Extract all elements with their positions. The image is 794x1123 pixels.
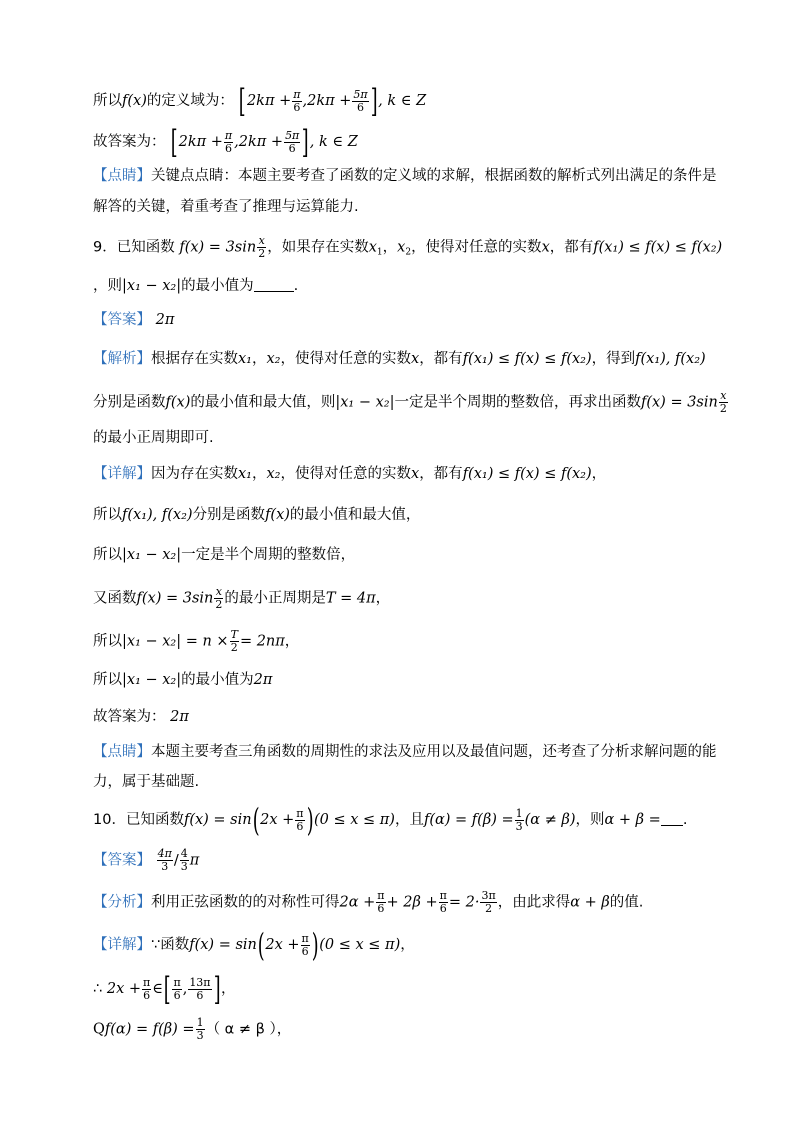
denominator: 6 bbox=[296, 819, 304, 833]
left-paren: ( bbox=[252, 801, 260, 839]
text: ， bbox=[284, 633, 300, 650]
math: f(x₁) ≤ f(x) ≤ f(x₂) bbox=[462, 351, 592, 367]
text: 的最小值和最大值， bbox=[289, 507, 421, 523]
fraction bbox=[480, 890, 496, 915]
numerator: 1 bbox=[196, 1016, 204, 1029]
denominator: 3 bbox=[515, 819, 523, 833]
math: f(x) = 3sin bbox=[136, 590, 214, 607]
text: ， bbox=[375, 590, 391, 607]
denominator: 2 bbox=[719, 402, 727, 415]
math: x₁ bbox=[238, 466, 252, 482]
math: ∈ bbox=[152, 981, 163, 997]
detail-9 bbox=[93, 464, 606, 484]
text: 关键点点睛：本题主要考查了函数的定义域的求解，根据函数的解析式列出满足的条件是 bbox=[151, 168, 717, 184]
fraction bbox=[157, 848, 173, 873]
fraction bbox=[515, 808, 524, 833]
left-bracket: [ bbox=[239, 82, 247, 120]
denominator: 3 bbox=[161, 860, 169, 873]
text: 的最小正周期即可. bbox=[93, 430, 214, 446]
math: x bbox=[397, 239, 406, 256]
left-bracket: [ bbox=[170, 123, 178, 161]
text: 解答的关键，着重考查了推理与运算能力. bbox=[93, 199, 359, 215]
fraction bbox=[214, 586, 223, 611]
fraction bbox=[352, 89, 368, 114]
denominator: 6 bbox=[377, 902, 385, 915]
math: 2α + bbox=[339, 894, 376, 911]
denominator: 2 bbox=[215, 598, 223, 611]
numerator: T bbox=[230, 628, 238, 641]
left-bracket: [ bbox=[163, 970, 171, 1008]
detail-9-l4 bbox=[93, 586, 390, 611]
text: 所以 bbox=[93, 672, 122, 688]
text: ， bbox=[400, 937, 415, 953]
detail-9-l6 bbox=[93, 670, 272, 690]
text: 故答案为： bbox=[93, 134, 166, 150]
right-bracket: ] bbox=[213, 970, 221, 1008]
subscript: 1 bbox=[376, 247, 383, 258]
denominator: 6 bbox=[301, 944, 309, 958]
numerator: π bbox=[143, 975, 151, 989]
answer-blank bbox=[254, 277, 294, 292]
text: ， bbox=[252, 351, 267, 367]
text: ， bbox=[221, 981, 236, 997]
text: 分别是函数 bbox=[93, 394, 166, 411]
text: 又函数 bbox=[93, 590, 137, 607]
math: + 2β + bbox=[386, 894, 438, 911]
right-paren: ) bbox=[306, 801, 314, 839]
denominator: 6 bbox=[288, 141, 296, 155]
detail-9-l5 bbox=[93, 629, 299, 654]
math: ,2kπ + bbox=[234, 134, 284, 150]
math: 2x + bbox=[106, 981, 142, 997]
denominator: 6 bbox=[357, 100, 365, 114]
detail-10-l2 bbox=[93, 970, 236, 1008]
math: x₁ bbox=[238, 351, 252, 367]
text: 的最小正周期是 bbox=[224, 590, 326, 607]
math: x bbox=[368, 239, 377, 256]
fraction bbox=[292, 89, 301, 114]
text: ，都有 bbox=[419, 351, 463, 367]
numerator: x bbox=[258, 234, 265, 247]
numerator: 1 bbox=[515, 806, 523, 820]
fraction bbox=[257, 235, 266, 260]
math: = 2· bbox=[448, 894, 480, 911]
denominator: 6 bbox=[173, 988, 181, 1002]
math: f(x₁) ≤ f(x) ≤ f(x₂) bbox=[593, 239, 723, 256]
answer-line-8 bbox=[93, 123, 358, 161]
comment-9 bbox=[93, 742, 717, 762]
detail-tag: 【详解】 bbox=[93, 466, 151, 482]
math: f(x) = 3sin bbox=[179, 239, 257, 256]
text: 根据存在实数 bbox=[151, 351, 238, 367]
detail-10-l3 bbox=[93, 1017, 291, 1042]
analysis-tag: 【解析】 bbox=[93, 351, 151, 367]
denominator: 6 bbox=[143, 988, 151, 1002]
text: 利用正弦函数的的对称性可得 bbox=[151, 894, 340, 911]
math: , k ∈ Z bbox=[378, 93, 427, 109]
fraction bbox=[376, 890, 385, 915]
text: 故答案为： bbox=[93, 709, 166, 725]
numerator: 5π bbox=[285, 128, 300, 142]
math: f(x) = sin bbox=[183, 812, 252, 828]
numerator: π bbox=[293, 87, 301, 101]
text: 所以 bbox=[93, 507, 122, 523]
math: x₂ bbox=[266, 351, 281, 367]
analysis-9-cont bbox=[93, 390, 729, 415]
math: f(x) bbox=[265, 507, 290, 523]
analysis-9 bbox=[93, 349, 706, 369]
text: 的最小值为 bbox=[181, 672, 254, 688]
answer-blank bbox=[661, 811, 683, 826]
math: (α ≠ β) bbox=[524, 812, 576, 828]
numerator: 3π bbox=[481, 889, 496, 902]
denominator: 2 bbox=[485, 902, 493, 915]
text: ， bbox=[382, 239, 398, 256]
math: f(x) bbox=[165, 394, 191, 411]
fraction bbox=[172, 977, 181, 1002]
text: ∴ bbox=[93, 981, 103, 997]
text: ，使得对任意的实数 bbox=[280, 466, 411, 482]
text: ，如果存在实数 bbox=[267, 239, 369, 256]
denominator: 6 bbox=[196, 988, 204, 1002]
math: |x₁ − x₂| bbox=[122, 547, 182, 563]
comment-tag: 【点睛】 bbox=[93, 744, 151, 760]
text: ，都有 bbox=[419, 466, 463, 482]
math: f(x) = sin bbox=[189, 937, 257, 953]
math: f(x) = 3sin bbox=[640, 394, 718, 411]
comment-line bbox=[93, 166, 717, 186]
text: ，使得对任意的实数 bbox=[411, 239, 542, 256]
math: α + β bbox=[570, 894, 610, 911]
denominator: 3 bbox=[180, 860, 188, 873]
numerator: 4π bbox=[157, 847, 172, 860]
math: T = 4π bbox=[325, 590, 376, 607]
detail-10 bbox=[93, 926, 415, 964]
numerator: π bbox=[296, 806, 304, 820]
text: ，且 bbox=[394, 812, 424, 828]
text: 分别是函数 bbox=[192, 507, 266, 523]
fraction bbox=[196, 1017, 205, 1042]
analysis-10 bbox=[93, 890, 643, 915]
math: α + β = bbox=[604, 812, 661, 828]
text: 一定是半个周期的整数倍， bbox=[181, 547, 356, 563]
comment-tag: 【点睛】 bbox=[93, 168, 151, 184]
answer-9 bbox=[93, 310, 174, 330]
text: 所以 bbox=[93, 547, 122, 563]
numerator: π bbox=[301, 931, 309, 945]
text: 本题主要考查三角函数的周期性的求法及应用以及最值问题，还考查了分析求解问题的能 bbox=[151, 744, 717, 760]
fraction bbox=[188, 977, 211, 1002]
math: |x₁ − x₂| bbox=[122, 672, 182, 688]
fraction bbox=[224, 130, 233, 155]
text: ，则 bbox=[575, 812, 605, 828]
math: 2kπ + bbox=[178, 134, 223, 150]
right-bracket: ] bbox=[370, 82, 378, 120]
math: π bbox=[189, 852, 200, 869]
text: 的定义域为： bbox=[146, 93, 234, 109]
text: . bbox=[682, 812, 688, 828]
text: ， bbox=[591, 466, 607, 482]
problem-10 bbox=[93, 801, 688, 839]
answer-tag: 【答案】 bbox=[93, 312, 151, 328]
text: . bbox=[293, 278, 299, 294]
fraction bbox=[284, 130, 300, 155]
text: 所以 bbox=[93, 93, 122, 109]
text: 的值. bbox=[609, 894, 644, 911]
right-paren: ) bbox=[311, 926, 319, 964]
math: 2x + bbox=[260, 812, 295, 828]
detail-9-l7 bbox=[93, 707, 189, 727]
denominator: 6 bbox=[225, 141, 233, 155]
detail-tag: 【详解】 bbox=[93, 937, 151, 953]
text: ，由此求得 bbox=[497, 894, 571, 911]
problem-9-cont bbox=[93, 276, 298, 296]
left-paren: ( bbox=[257, 926, 265, 964]
denominator: 2 bbox=[258, 247, 266, 260]
fraction bbox=[439, 890, 448, 915]
text: （ α ≠ β ）， bbox=[205, 1021, 292, 1038]
text: ，使得对任意的实数 bbox=[280, 351, 411, 367]
text: 力，属于基础题. bbox=[93, 774, 200, 790]
text: ∵函数 bbox=[151, 937, 190, 953]
math: x bbox=[541, 239, 550, 256]
math: f(x₁), f(x₂) bbox=[635, 351, 706, 367]
numerator: 4 bbox=[180, 847, 188, 860]
fraction bbox=[301, 933, 310, 958]
text: 10．已知函数 bbox=[93, 812, 184, 828]
text: ，则 bbox=[93, 278, 122, 294]
math: f(x₁) ≤ f(x) ≤ f(x₂) bbox=[462, 466, 592, 482]
text: 的最小值和最大值，则 bbox=[190, 394, 336, 411]
math: 2π bbox=[253, 672, 273, 688]
analysis-tag: 【分析】 bbox=[93, 894, 151, 911]
comment-line-cont bbox=[93, 197, 359, 217]
comment-9-cont bbox=[93, 772, 199, 792]
math: 2x + bbox=[265, 937, 300, 953]
math-fx: f(x) bbox=[122, 93, 147, 109]
math: = 2nπ bbox=[239, 633, 285, 650]
math: (0 ≤ x ≤ π) bbox=[319, 937, 401, 953]
numerator: x bbox=[720, 389, 727, 402]
fraction bbox=[180, 848, 189, 873]
math: x bbox=[411, 466, 420, 482]
numerator: π bbox=[377, 889, 385, 902]
math: f(x₁), f(x₂) bbox=[122, 507, 193, 523]
math: |x₁ − x₂| bbox=[335, 394, 395, 411]
numerator: π bbox=[173, 975, 181, 989]
numerator: π bbox=[224, 128, 233, 142]
text: 因为存在实数 bbox=[151, 466, 238, 482]
denominator: 2 bbox=[230, 641, 238, 654]
text: ，都有 bbox=[549, 239, 594, 256]
text: 所以 bbox=[93, 633, 122, 650]
numerator: x bbox=[215, 585, 222, 598]
text: ，得到 bbox=[591, 351, 636, 367]
denominator: 6 bbox=[439, 902, 447, 915]
answer-tag: 【答案】 bbox=[93, 852, 151, 869]
numerator: 13π bbox=[189, 975, 211, 989]
math: 2kπ + bbox=[246, 93, 292, 109]
math: f(α) = f(β) = bbox=[423, 812, 514, 828]
domain-result-line bbox=[93, 82, 427, 120]
numerator: π bbox=[439, 889, 447, 902]
separator: / bbox=[173, 852, 179, 869]
math: |x₁ − x₂| = n × bbox=[122, 633, 229, 650]
numerator: 5π bbox=[353, 87, 368, 101]
detail-9-l2 bbox=[93, 505, 420, 525]
math: , k ∈ Z bbox=[309, 134, 358, 150]
text: 一定是半个周期的整数倍，再求出函数 bbox=[394, 394, 641, 411]
answer-10 bbox=[93, 848, 199, 873]
math: f(α) = f(β) = bbox=[104, 1021, 195, 1038]
detail-9-l3 bbox=[93, 545, 355, 565]
problem-9 bbox=[93, 235, 722, 263]
denominator: 6 bbox=[293, 100, 301, 114]
denominator: 3 bbox=[196, 1029, 204, 1042]
math: , bbox=[182, 981, 188, 997]
math: 2π bbox=[155, 312, 175, 328]
math: x bbox=[411, 351, 420, 367]
text: 9．已知函数 bbox=[93, 239, 180, 256]
math: ,2kπ + bbox=[302, 93, 352, 109]
text: 的最小值为 bbox=[181, 278, 254, 294]
fraction bbox=[719, 390, 728, 415]
math: |x₁ − x₂| bbox=[122, 278, 182, 294]
math: (0 ≤ x ≤ π) bbox=[313, 812, 395, 828]
fraction bbox=[295, 808, 304, 833]
right-bracket: ] bbox=[302, 123, 309, 161]
fraction bbox=[230, 629, 239, 654]
text: ， bbox=[252, 466, 267, 482]
analysis-9-end bbox=[93, 428, 214, 448]
math: 2π bbox=[170, 709, 189, 725]
fraction bbox=[142, 977, 151, 1002]
math: x₂ bbox=[266, 466, 281, 482]
text: Q bbox=[93, 1021, 105, 1038]
subscript: 2 bbox=[405, 247, 412, 258]
